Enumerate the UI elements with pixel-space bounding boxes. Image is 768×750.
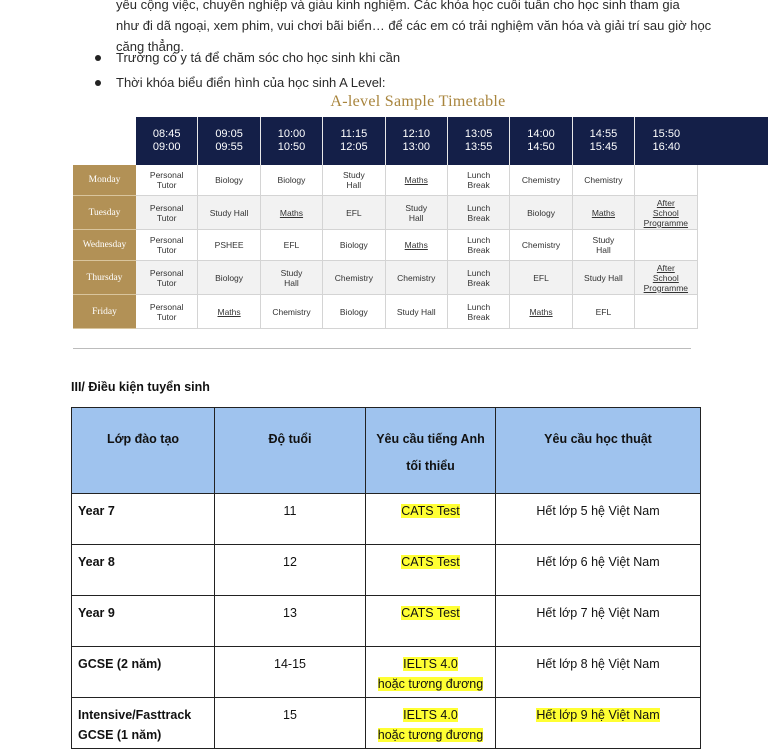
time-start: 13:05: [464, 128, 493, 140]
timetable-row: [73, 165, 698, 196]
timetable-cell: Study Hall: [261, 261, 323, 295]
timetable-row: [73, 230, 698, 261]
timetable-cell: EFL: [323, 196, 385, 230]
table-row: [72, 647, 701, 698]
timetable-cell: Maths: [261, 196, 323, 230]
table-row: [72, 698, 701, 749]
timetable-cell: PSHEE: [198, 230, 260, 261]
section-title: III/ Điều kiện tuyển sinh: [71, 380, 210, 394]
academic-requirement: Hết lớp 9 hệ Việt Nam: [536, 708, 660, 722]
timetable-cell: Maths: [198, 295, 260, 329]
time-end: 09:00: [152, 141, 181, 153]
class-cell: GCSE (2 năm): [72, 647, 215, 698]
time-slot-header: [448, 117, 510, 165]
timetable-cell: Maths: [510, 295, 572, 329]
timetable-cell: Maths: [386, 230, 448, 261]
english-cell: [366, 494, 496, 545]
day-label: Tuesday: [73, 196, 136, 230]
english-cell: [366, 647, 496, 698]
time-slot-header: [261, 117, 323, 165]
timetable-cell: Study Hall: [573, 230, 635, 261]
time-start: 14:55: [589, 128, 618, 140]
time-end: 09:55: [215, 141, 243, 153]
timetable-cell: Study Hall: [386, 295, 448, 329]
timetable-cell: Biology: [198, 261, 260, 295]
academic-requirement: Hết lớp 6 hệ Việt Nam: [536, 555, 660, 569]
day-label: Friday: [73, 295, 136, 329]
timetable-cell: Biology: [261, 165, 323, 196]
timetable-cell: Chemistry: [386, 261, 448, 295]
timetable-cell: Biology: [198, 165, 260, 196]
english-equivalent: hoặc tương đương: [377, 728, 484, 742]
admissions-table: [71, 407, 701, 749]
english-requirement: CATS Test: [401, 504, 460, 518]
academic-cell: [496, 494, 701, 545]
time-end: 13:00: [402, 141, 431, 153]
timetable-cell: Personal Tutor: [136, 261, 198, 295]
age-cell: 11: [215, 494, 366, 545]
timetable-cell: Personal Tutor: [136, 230, 198, 261]
divider: [73, 348, 691, 349]
time-slot-header: [198, 117, 260, 165]
timetable-cell: [635, 165, 697, 196]
academic-cell: [496, 698, 701, 749]
timetable-cell: Personal Tutor: [136, 196, 198, 230]
timetable-cell: Study Hall: [198, 196, 260, 230]
age-cell: 14-15: [215, 647, 366, 698]
age-cell: 15: [215, 698, 366, 749]
english-equivalent: hoặc tương đương: [377, 677, 484, 691]
intro-line-2: như đi dã ngoại, xem phim, vui chơi bãi biển… để các em có trải nghiệm văn hóa và giải trí sau giờ học: [116, 18, 712, 33]
academic-requirement: Hết lớp 5 hệ Việt Nam: [536, 504, 660, 518]
time-start: 08:45: [152, 128, 181, 140]
time-start: 12:10: [402, 128, 431, 140]
time-slot-header: [635, 117, 697, 165]
english-cell: [366, 698, 496, 749]
time-start: 11:15: [340, 128, 368, 140]
time-start: 15:50: [652, 128, 681, 140]
english-requirement: CATS Test: [401, 555, 460, 569]
timetable-cell: Lunch Break: [448, 165, 510, 196]
english-requirement: IELTS 4.0: [403, 708, 458, 722]
timetable-cell: Personal Tutor: [136, 295, 198, 329]
timetable-row: [73, 261, 698, 295]
academic-cell: [496, 545, 701, 596]
day-label: Monday: [73, 165, 136, 196]
time-slot-header: [510, 117, 572, 165]
time-start: 09:05: [215, 128, 243, 140]
timetable-cell: Maths: [573, 196, 635, 230]
timetable-cell: Maths: [386, 165, 448, 196]
bullet-dot-icon: [95, 80, 101, 86]
admissions-header-row: [72, 408, 701, 494]
english-cell: [366, 545, 496, 596]
time-end: 12:05: [340, 141, 368, 153]
class-cell: Year 9: [72, 596, 215, 647]
header-academic: Yêu cầu học thuật: [496, 408, 701, 494]
header-english: Yêu cầu tiếng Anh tối thiểu: [366, 408, 496, 494]
table-row: [72, 545, 701, 596]
timetable-cell: After School Programme: [635, 261, 697, 295]
timetable-cell: Chemistry: [261, 295, 323, 329]
timetable-cell: Biology: [510, 196, 572, 230]
timetable-cell: [635, 230, 697, 261]
timetable-title: A-level Sample Timetable: [330, 93, 506, 110]
time-end: 15:45: [589, 141, 618, 153]
intro-line-1: yêu cộng việc, chuyến nghiệp và giàu kinh nghiệm. Các khóa học cuối tuần cho học sinh tham gia: [116, 0, 680, 12]
table-row: [72, 596, 701, 647]
academic-cell: [496, 596, 701, 647]
timetable-row: [73, 196, 698, 230]
class-cell: Intensive/Fasttrack GCSE (1 năm): [72, 698, 215, 749]
timetable-cell: Chemistry: [510, 165, 572, 196]
timetable-row: [73, 295, 698, 329]
timetable-cell: EFL: [510, 261, 572, 295]
time-end: 13:55: [464, 141, 493, 153]
timetable-cell: Lunch Break: [448, 295, 510, 329]
bullet-dot-icon: [95, 55, 101, 61]
time-end: 16:40: [652, 141, 681, 153]
academic-requirement: Hết lớp 7 hệ Việt Nam: [536, 606, 660, 620]
class-cell: Year 7: [72, 494, 215, 545]
timetable-cell: Chemistry: [510, 230, 572, 261]
day-label: Wednesday: [73, 230, 136, 261]
timetable-cell: EFL: [261, 230, 323, 261]
timetable-cell: Study Hall: [573, 261, 635, 295]
time-end: 10:50: [277, 141, 306, 153]
timetable-cell: Lunch Break: [448, 261, 510, 295]
academic-requirement: Hết lớp 8 hệ Việt Nam: [536, 657, 660, 671]
time-slot-header: [386, 117, 448, 165]
timetable-cell: Study Hall: [323, 165, 385, 196]
header-age: Độ tuổi: [215, 408, 366, 494]
time-start: 10:00: [277, 128, 306, 140]
timetable-cell: Personal Tutor: [136, 165, 198, 196]
header-class: Lớp đào tạo: [72, 408, 215, 494]
timetable-cell: Biology: [323, 295, 385, 329]
table-row: [72, 494, 701, 545]
class-cell: Year 8: [72, 545, 215, 596]
english-requirement: IELTS 4.0: [403, 657, 458, 671]
time-start: 14:00: [527, 128, 555, 140]
english-cell: [366, 596, 496, 647]
timetable-cell: EFL: [573, 295, 635, 329]
timetable-cell: [635, 295, 697, 329]
english-requirement: CATS Test: [401, 606, 460, 620]
academic-cell: [496, 647, 701, 698]
timetable-cell: Lunch Break: [448, 196, 510, 230]
intro-line-3: căng thẳng.: [116, 39, 184, 54]
timetable-cell: Lunch Break: [448, 230, 510, 261]
timetable-cell: Chemistry: [323, 261, 385, 295]
time-slot-header: [573, 117, 635, 165]
age-cell: 13: [215, 596, 366, 647]
time-slot-header: [323, 117, 385, 165]
timetable-header-row: [136, 117, 768, 165]
age-cell: 12: [215, 545, 366, 596]
timetable-cell: Biology: [323, 230, 385, 261]
day-label: Thursday: [73, 261, 136, 295]
time-end: 14:50: [527, 141, 555, 153]
time-slot-header: [136, 117, 198, 165]
timetable-cell: Chemistry: [573, 165, 635, 196]
timetable-cell: After School Programme: [635, 196, 697, 230]
timetable-cell: Study Hall: [386, 196, 448, 230]
